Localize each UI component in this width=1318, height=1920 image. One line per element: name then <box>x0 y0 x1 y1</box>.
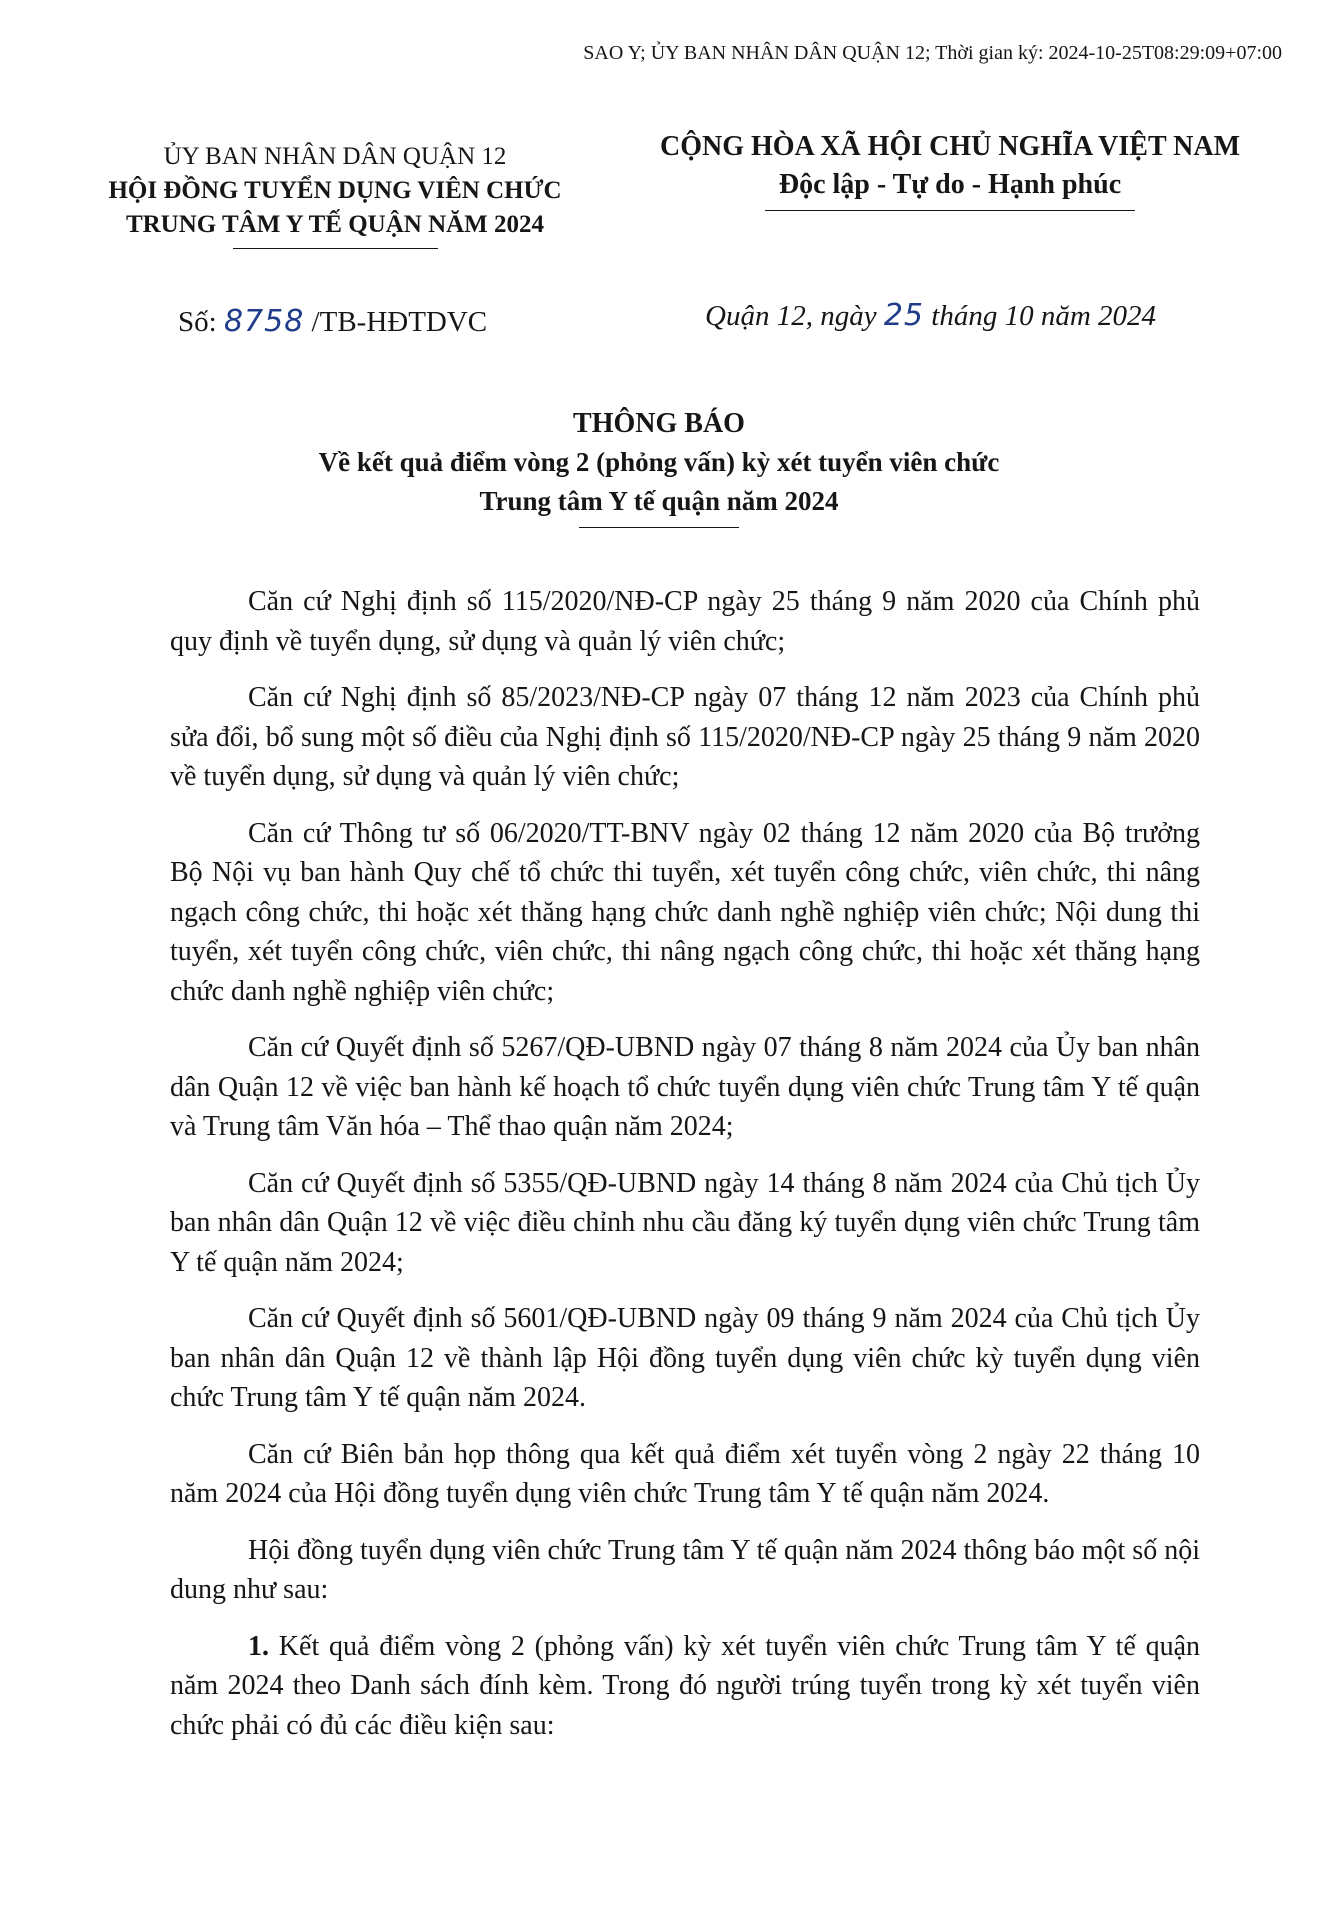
doc-number-suffix: /TB-HĐTDVC <box>311 306 488 338</box>
agency-name: ỦY BAN NHÂN DÂN QUẬN 12 <box>163 143 507 170</box>
document-number <box>178 304 487 339</box>
legal-basis-paragraph: Căn cứ Nghị định số 115/2020/NĐ-CP ngày 25 tháng 9 năm 2020 của Chính phủ quy định về tuyển dụng, sử dụng và quản lý viên chức; <box>170 586 1200 657</box>
legal-basis-paragraph: Căn cứ Biên bản họp thông qua kết quả điểm xét tuyển vòng 2 ngày 22 tháng 10 năm 2024 của Hội đồng tuyển dụng viên chức Trung tâm Y tế quận năm 2024. <box>170 1438 1200 1509</box>
item-1-text: Kết quả điểm vòng 2 (phỏng vấn) kỳ xét tuyển viên chức Trung tâm Y tế quận năm 2024 theo Danh sách đính kèm. Trong đó người trúng tuyển trong kỳ xét tuyển viên chức phải có đủ các điều kiện sau: <box>170 1630 1200 1741</box>
doc-date-prefix: Quận 12, ngày <box>705 300 877 332</box>
doc-number-prefix: Số: <box>178 306 217 338</box>
legal-basis-paragraph: Căn cứ Quyết định số 5267/QĐ-UBND ngày 07 tháng 8 năm 2024 của Ủy ban nhân dân Quận 12 về việc ban hành kế hoạch tổ chức tuyển dụng viên chức Trung tâm Y tế quận và Trung tâm Văn hóa – Thể thao quận năm 2024; <box>170 1032 1200 1142</box>
document-body <box>170 582 1200 1762</box>
motto-underline <box>765 210 1135 211</box>
document-meta <box>0 298 1318 348</box>
announcement-intro-paragraph: Hội đồng tuyển dụng viên chức Trung tâm Y tế quận năm 2024 thông báo một số nội dung như sau: <box>170 1534 1200 1605</box>
document-title <box>0 404 1318 528</box>
item-1-number: 1. <box>248 1630 269 1662</box>
doc-date-day-handwritten: 25 <box>883 298 925 333</box>
agency-underline <box>233 248 438 249</box>
doc-number-handwritten: 8758 <box>223 304 305 339</box>
council-name-line1: HỘI ĐỒNG TUYỂN DỤNG VIÊN CHỨC <box>108 177 562 204</box>
national-header <box>640 128 1260 211</box>
legal-basis-paragraph: Căn cứ Nghị định số 85/2023/NĐ-CP ngày 07 tháng 12 năm 2023 của Chính phủ sửa đổi, bổ sung một số điều của Nghị định số 115/2020/NĐ-CP ngày 25 tháng 9 năm 2020 về tuyển dụng, sử dụng và quản lý viên chức; <box>170 682 1200 792</box>
national-motto: Độc lập - Tự do - Hạnh phúc <box>778 169 1122 200</box>
doc-date-suffix: tháng 10 năm 2024 <box>931 300 1157 332</box>
legal-basis-paragraph: Căn cứ Thông tư số 06/2020/TT-BNV ngày 02 tháng 12 năm 2020 của Bộ trưởng Bộ Nội vụ ban hành Quy chế tổ chức thi tuyển, xét tuyển công chức, viên chức, thi nâng ngạch công chức, thi hoặc xét thăng hạng chức danh nghề nghiệp viên chức; Nội dung thi tuyển, xét tuyển công chức, viên chức, thi nâng ngạch công chức, thi hoặc xét thăng hạng chức danh nghề nghiệp viên chức; <box>170 817 1200 1007</box>
country-name: CỘNG HÒA XÃ HỘI CHỦ NGHĨA VIỆT NAM <box>659 131 1241 162</box>
document-date <box>705 298 1156 333</box>
council-name-line2: TRUNG TÂM Y TẾ QUẬN NĂM 2024 <box>125 211 545 238</box>
issuing-agency-header <box>70 140 600 249</box>
legal-basis-paragraph: Căn cứ Quyết định số 5355/QĐ-UBND ngày 14 tháng 8 năm 2024 của Chủ tịch Ủy ban nhân dân Quận 12 về việc điều chỉnh nhu cầu đăng ký tuyển dụng viên chức Trung tâm Y tế quận năm 2024; <box>170 1167 1200 1278</box>
item-1-paragraph <box>170 1627 1200 1746</box>
legal-basis-paragraph: Căn cứ Quyết định số 5601/QĐ-UBND ngày 09 tháng 9 năm 2024 của Chủ tịch Ủy ban nhân dân Quận 12 về thành lập Hội đồng tuyển dụng viên chức kỳ tuyển dụng viên chức Trung tâm Y tế quận năm 2024. <box>170 1303 1200 1413</box>
title-subject-line1: Về kết quả điểm vòng 2 (phỏng vấn) kỳ xét tuyển viên chức <box>318 447 1000 477</box>
title-main: THÔNG BÁO <box>573 408 745 439</box>
title-subject-line2: Trung tâm Y tế quận năm 2024 <box>479 486 839 516</box>
title-underline <box>579 527 739 528</box>
digital-signature-stamp: SAO Y; ỦY BAN NHÂN DÂN QUẬN 12; Thời gian ký: 2024-10-25T08:29:09+07:00 <box>583 42 1282 64</box>
